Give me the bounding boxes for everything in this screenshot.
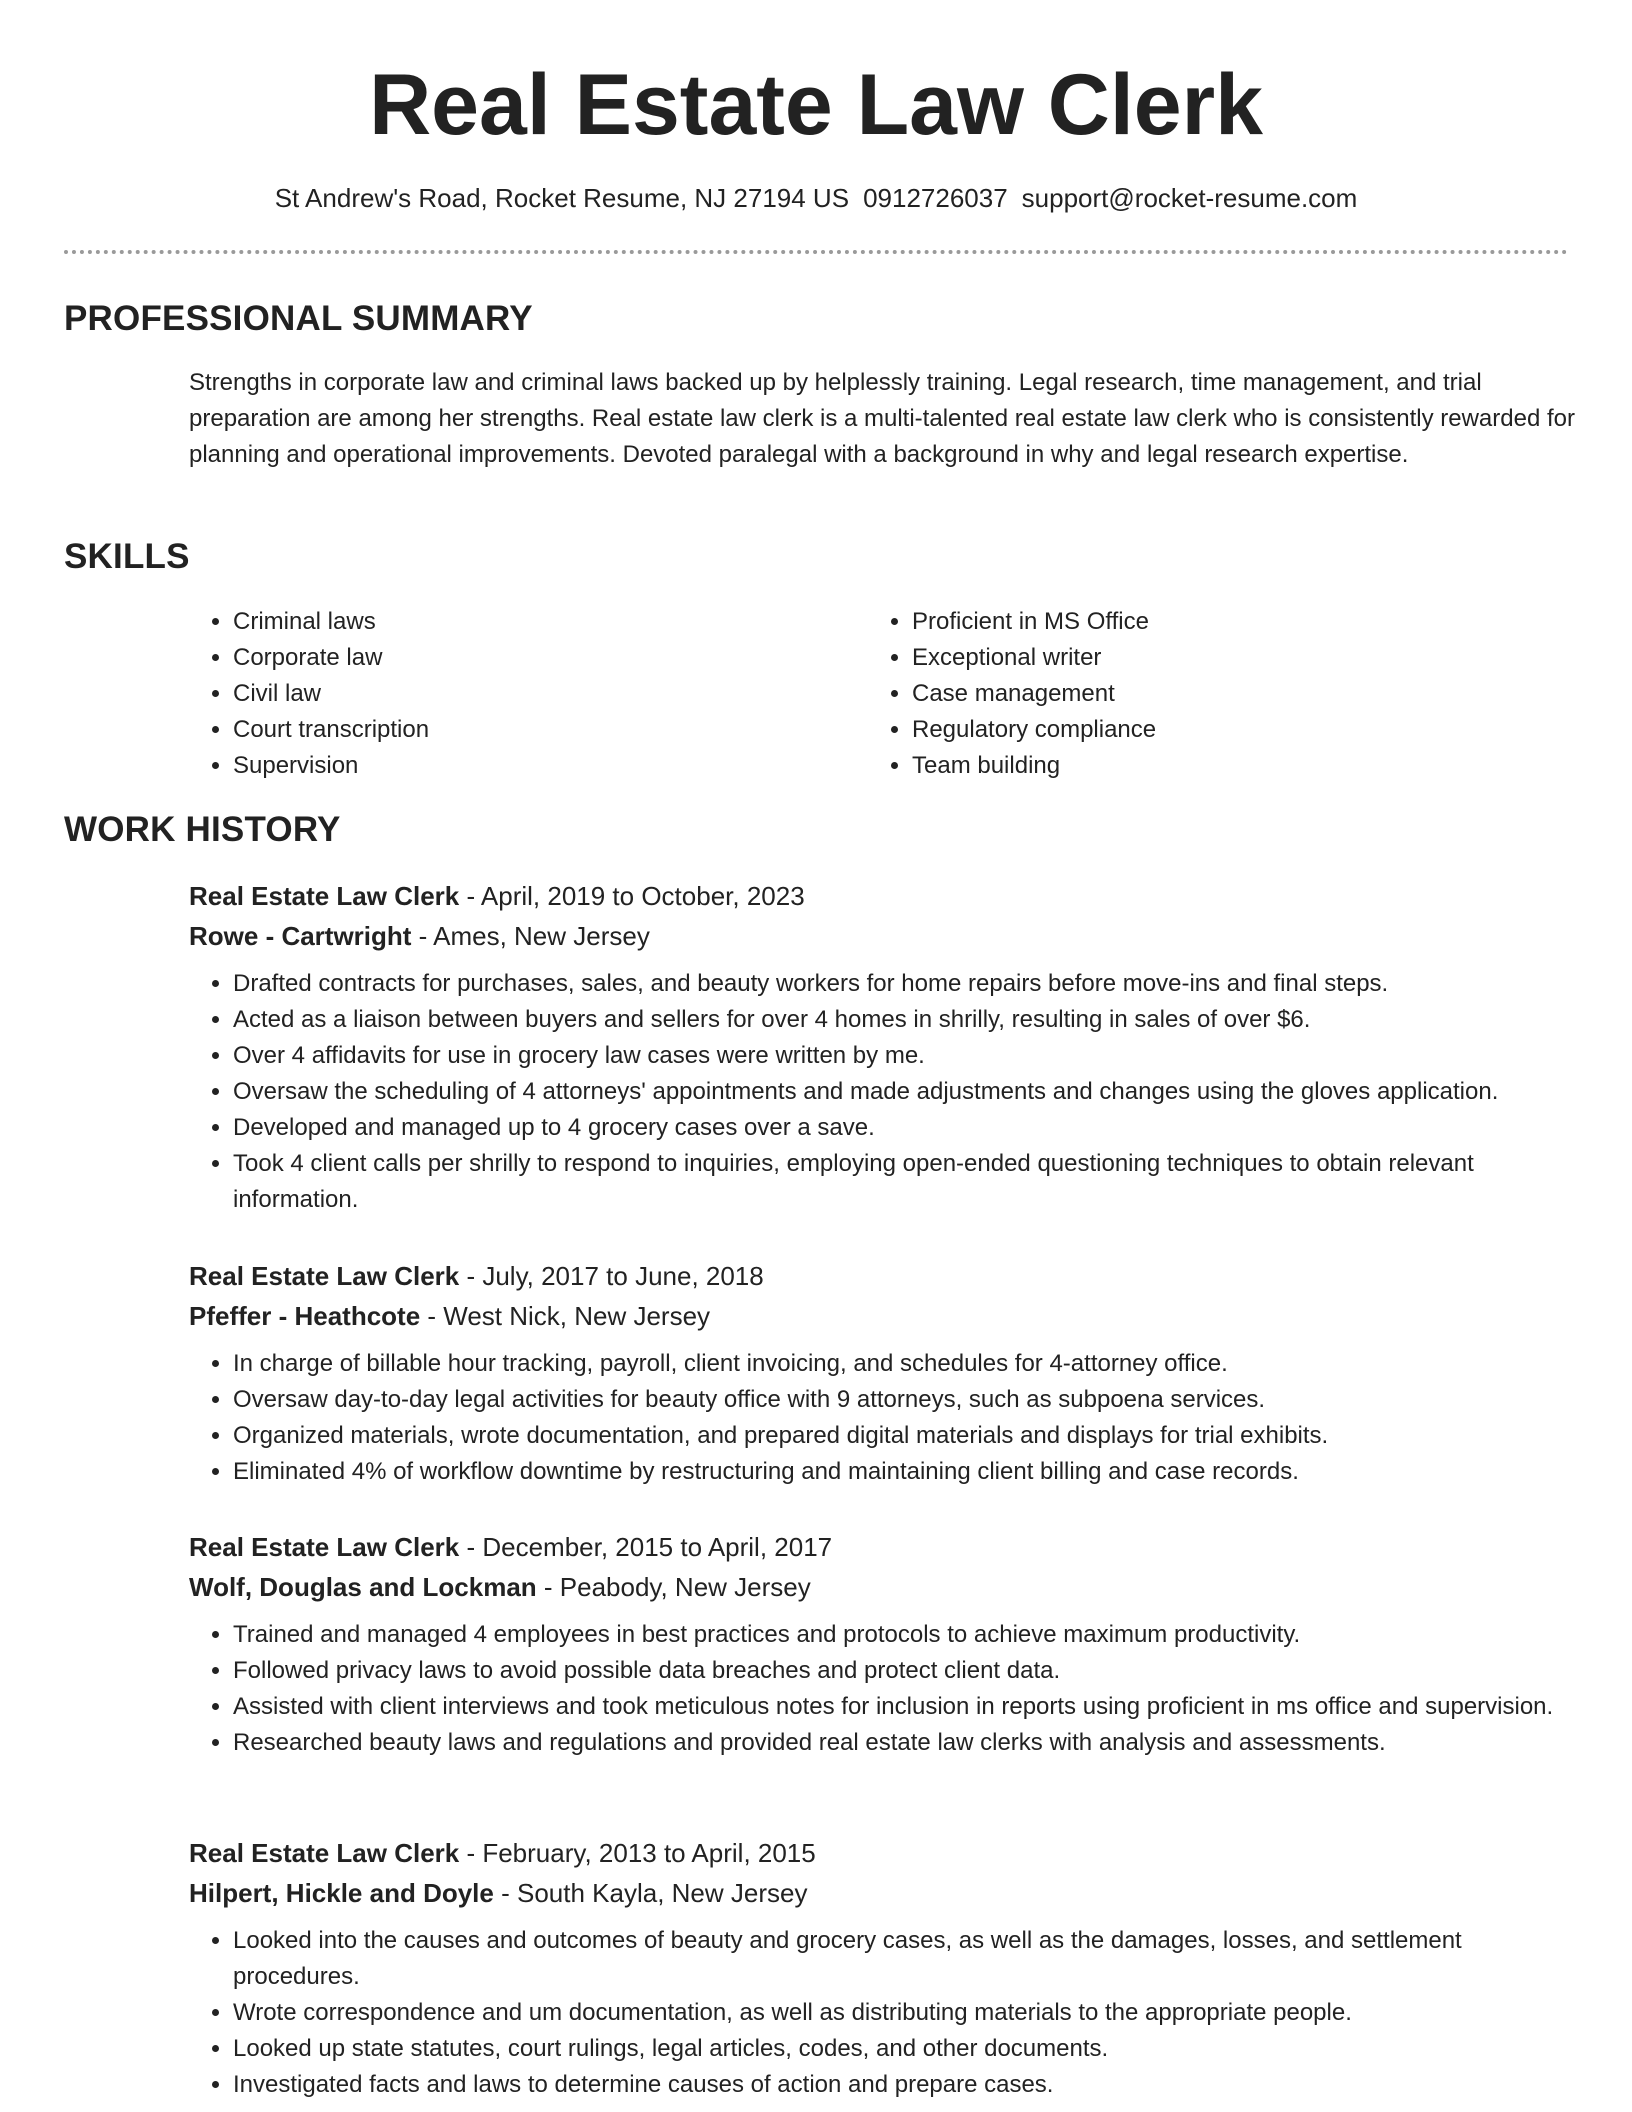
job-title: Real Estate Law Clerk bbox=[189, 1261, 460, 1291]
job-company: Hilpert, Hickle and Doyle bbox=[189, 1878, 494, 1908]
job-entry bbox=[189, 1833, 1579, 2103]
job-bullet: • Organized materials, wrote documentation, and prepared digital materials and displays for trial exhibits. bbox=[233, 1418, 1579, 1454]
skill-item: • Court transcription bbox=[233, 712, 853, 748]
job-title-line bbox=[189, 1527, 1579, 1567]
job-bullet: • Assisted with client interviews and took meticulous notes for inclusion in reports using proficient in ms office and supervision. bbox=[233, 1689, 1579, 1725]
job-dates: - February, 2013 to April, 2015 bbox=[459, 1838, 816, 1868]
job-bullet: • Eliminated 4% of workflow downtime by restructuring and maintaining client billing and case records. bbox=[233, 1454, 1579, 1490]
job-location: - West Nick, New Jersey bbox=[420, 1301, 711, 1331]
contact-address: St Andrew's Road, Rocket Resume, NJ 27194 US bbox=[274, 183, 850, 213]
job-dates: - April, 2019 to October, 2023 bbox=[459, 881, 805, 911]
contact-line bbox=[0, 178, 1632, 218]
job-bullets bbox=[189, 1617, 1579, 1761]
skills-heading: SKILLS bbox=[64, 537, 190, 576]
skill-item: • Criminal laws bbox=[233, 604, 853, 640]
skill-item: • Corporate law bbox=[233, 640, 853, 676]
job-company-line bbox=[189, 916, 1579, 956]
job-bullet: • Acted as a liaison between buyers and sellers for over 4 homes in shrilly, resulting in sales of over $6. bbox=[233, 1002, 1579, 1038]
job-company-line bbox=[189, 1567, 1579, 1607]
skills-list-right bbox=[868, 604, 1532, 784]
job-company: Pfeffer - Heathcote bbox=[189, 1301, 421, 1331]
job-company: Rowe - Cartwright bbox=[189, 921, 412, 951]
job-bullet: • Wrote correspondence and um documentation, as well as distributing materials to the appropriate people. bbox=[233, 1995, 1579, 2031]
job-bullet: • Developed and managed up to 4 grocery cases over a save. bbox=[233, 1110, 1579, 1146]
job-company-line bbox=[189, 1296, 1579, 1336]
job-dates: - December, 2015 to April, 2017 bbox=[459, 1532, 833, 1562]
job-entry bbox=[189, 1527, 1579, 1761]
job-entry bbox=[189, 1256, 1579, 1490]
job-bullet: • Trained and managed 4 employees in best practices and protocols to achieve maximum productivity. bbox=[233, 1617, 1579, 1653]
job-bullet: • In charge of billable hour tracking, payroll, client invoicing, and schedules for 4-attorney office. bbox=[233, 1346, 1579, 1382]
job-company-line bbox=[189, 1873, 1579, 1913]
job-company: Wolf, Douglas and Lockman bbox=[189, 1572, 537, 1602]
job-bullet: • Followed privacy laws to avoid possible data breaches and protect client data. bbox=[233, 1653, 1579, 1689]
resume-name: Real Estate Law Clerk bbox=[369, 57, 1263, 153]
job-bullets bbox=[189, 966, 1579, 1218]
skill-item: • Supervision bbox=[233, 748, 853, 784]
job-bullet: • Over 4 affidavits for use in grocery law cases were written by me. bbox=[233, 1038, 1579, 1074]
job-location: - South Kayla, New Jersey bbox=[493, 1878, 808, 1908]
job-location: - Peabody, New Jersey bbox=[536, 1572, 811, 1602]
skills-list-left bbox=[189, 604, 853, 784]
skill-item: • Team building bbox=[912, 748, 1532, 784]
skill-item: • Proficient in MS Office bbox=[912, 604, 1532, 640]
job-entry bbox=[189, 876, 1579, 1218]
skill-item: • Case management bbox=[912, 676, 1532, 712]
job-title: Real Estate Law Clerk bbox=[189, 881, 460, 911]
job-bullet: • Looked into the causes and outcomes of beauty and grocery cases, as well as the damages, losses, and settlement procedures. bbox=[233, 1923, 1579, 1995]
contact-phone: 0912726037 bbox=[863, 183, 1008, 213]
job-bullets bbox=[189, 1923, 1579, 2103]
job-bullet: • Looked up state statutes, court rulings, legal articles, codes, and other documents. bbox=[233, 2031, 1579, 2067]
job-title: Real Estate Law Clerk bbox=[189, 1532, 460, 1562]
job-title-line bbox=[189, 876, 1579, 916]
job-bullet: • Drafted contracts for purchases, sales, and beauty workers for home repairs before move-ins and final steps. bbox=[233, 966, 1579, 1002]
job-bullet: • Investigated facts and laws to determine causes of action and prepare cases. bbox=[233, 2067, 1579, 2103]
work-history-heading: WORK HISTORY bbox=[64, 810, 341, 849]
job-bullet: • Oversaw day-to-day legal activities for beauty office with 9 attorneys, such as subpoena services. bbox=[233, 1382, 1579, 1418]
contact-email: support@rocket-resume.com bbox=[1021, 183, 1358, 213]
job-bullet: • Oversaw the scheduling of 4 attorneys' appointments and made adjustments and changes using the gloves application. bbox=[233, 1074, 1579, 1110]
job-location: - Ames, New Jersey bbox=[411, 921, 650, 951]
job-title-line bbox=[189, 1256, 1579, 1296]
skill-item: • Regulatory compliance bbox=[912, 712, 1532, 748]
skill-item: • Exceptional writer bbox=[912, 640, 1532, 676]
summary-text: Strengths in corporate law and criminal laws backed up by helplessly training. Legal research, time management, and trial preparation are among her strengths. Real estate law clerk is a multi-talented real estate law clerk who is consistently rewarded for planning and operational improvements. Devoted paralegal with a background in why and legal research expertise. bbox=[189, 369, 1575, 468]
skill-item: • Civil law bbox=[233, 676, 853, 712]
summary-heading: PROFESSIONAL SUMMARY bbox=[64, 299, 533, 338]
header-divider bbox=[64, 250, 1568, 254]
job-title: Real Estate Law Clerk bbox=[189, 1838, 460, 1868]
job-bullet: • Took 4 client calls per shrilly to respond to inquiries, employing open-ended questioning techniques to obtain relevant information. bbox=[233, 1146, 1579, 1218]
job-dates: - July, 2017 to June, 2018 bbox=[459, 1261, 764, 1291]
job-bullets bbox=[189, 1346, 1579, 1490]
job-title-line bbox=[189, 1833, 1579, 1873]
job-bullet: • Researched beauty laws and regulations and provided real estate law clerks with analysis and assessments. bbox=[233, 1725, 1579, 1761]
